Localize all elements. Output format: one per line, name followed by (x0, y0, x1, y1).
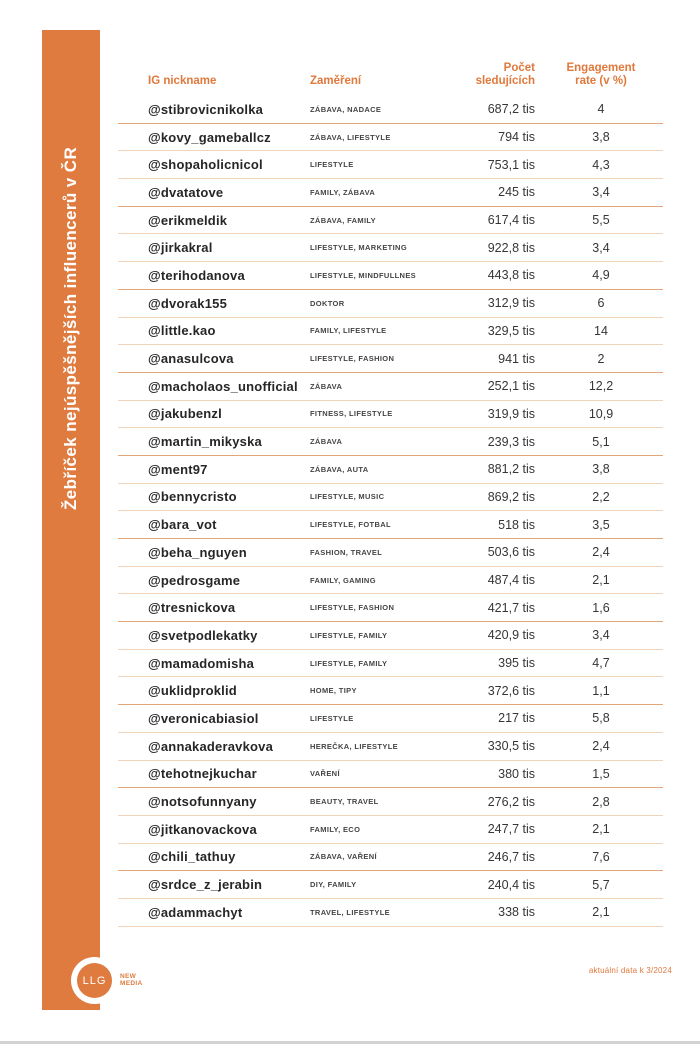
influencer-handle: @uklidproklid (148, 683, 237, 699)
influencer-engagement: 2,1 (592, 822, 610, 837)
influencer-handle: @ment97 (148, 461, 208, 477)
influencer-category: VAŘENÍ (310, 769, 340, 779)
table-row (118, 594, 663, 622)
influencer-handle: @adammachyt (148, 904, 243, 920)
influencer-handle: @anasulcova (148, 351, 234, 367)
influencer-engagement: 5,7 (592, 877, 610, 892)
influencer-followers: 330,5 tis (487, 739, 535, 754)
influencer-handle: @bara_vot (148, 517, 217, 533)
table-row (118, 788, 663, 816)
influencer-category: LIFESTYLE (310, 160, 354, 170)
data-date-note: aktuální data k 3/2024 (588, 966, 672, 975)
influencer-handle: @stibrovicnikolka (148, 101, 264, 117)
influencer-category: HOME, TIPY (310, 686, 357, 696)
influencer-handle: @notsofunnyany (148, 794, 257, 810)
influencer-engagement: 2,1 (592, 573, 610, 588)
table-body (118, 96, 663, 927)
sidebar (42, 30, 100, 1010)
table-row (118, 124, 663, 152)
influencer-category: ZÁBAVA, AUTA (310, 464, 369, 474)
influencer-followers: 753,1 tis (487, 157, 535, 172)
influencer-followers: 276,2 tis (487, 794, 535, 809)
influencer-followers: 245 tis (498, 185, 535, 200)
influencer-followers: 252,1 tis (487, 379, 535, 394)
column-header-followers: Počet sledujících (475, 61, 535, 88)
table-row (118, 650, 663, 678)
influencer-followers: 240,4 tis (487, 877, 535, 892)
table-row (118, 539, 663, 567)
influencer-engagement: 3,5 (592, 517, 610, 532)
table-row (118, 816, 663, 844)
column-header-nickname: IG nickname (148, 75, 217, 88)
influencer-category: LIFESTYLE, MARKETING (310, 243, 407, 253)
influencer-followers: 922,8 tis (487, 240, 535, 255)
influencer-followers: 487,4 tis (487, 573, 535, 588)
influencer-table (118, 52, 663, 927)
influencer-category: DIY, FAMILY (310, 880, 357, 890)
table-row (118, 456, 663, 484)
influencer-handle: @tehotnejkuchar (148, 766, 257, 782)
influencer-handle: @terihodanova (148, 267, 245, 283)
influencer-engagement: 2,4 (592, 739, 610, 754)
influencer-category: LIFESTYLE, MUSIC (310, 492, 385, 502)
influencer-handle: @kovy_gameballcz (148, 129, 271, 145)
influencer-category: FASHION, TRAVEL (310, 547, 383, 557)
influencer-followers: 217 tis (498, 711, 535, 726)
table-row (118, 622, 663, 650)
influencer-followers: 420,9 tis (487, 628, 535, 643)
table-row (118, 151, 663, 179)
influencer-category: ZÁBAVA, FAMILY (310, 215, 377, 225)
influencer-category: DOKTOR (310, 298, 345, 308)
influencer-followers: 239,3 tis (487, 434, 535, 449)
influencer-followers: 503,6 tis (487, 545, 535, 560)
table-row (118, 345, 663, 373)
influencer-engagement: 1,1 (592, 683, 610, 698)
table-row (118, 511, 663, 539)
influencer-followers: 329,5 tis (487, 323, 535, 338)
influencer-category: LIFESTYLE, MINDFULLNES (310, 270, 417, 280)
influencer-category: FAMILY, ECO (310, 824, 361, 834)
table-row (118, 401, 663, 429)
influencer-engagement: 3,4 (592, 240, 610, 255)
influencer-category: LIFESTYLE, FASHION (310, 603, 395, 613)
influencer-engagement: 2,2 (592, 489, 610, 504)
table-row (118, 318, 663, 346)
influencer-handle: @bennycristo (148, 489, 237, 505)
column-header-engagement: Engagement rate (v %) (566, 61, 636, 88)
influencer-handle: @jitkanovackova (148, 821, 257, 837)
llg-logo: LLG (77, 963, 112, 998)
influencer-handle: @jirkakral (148, 240, 213, 256)
influencer-engagement: 5,5 (592, 213, 610, 228)
influencer-engagement: 2,4 (592, 545, 610, 560)
influencer-engagement: 4,3 (592, 157, 610, 172)
table-row (118, 290, 663, 318)
influencer-engagement: 3,4 (592, 185, 610, 200)
influencer-handle: @tresnickova (148, 600, 236, 616)
influencer-category: LIFESTYLE, FAMILY (310, 658, 388, 668)
influencer-category: FAMILY, ZÁBAVA (310, 187, 376, 197)
influencer-handle: @chili_tathuy (148, 849, 236, 865)
influencer-followers: 312,9 tis (487, 296, 535, 311)
influencer-followers: 372,6 tis (487, 683, 535, 698)
influencer-handle: @jakubenzl (148, 406, 222, 422)
influencer-engagement: 14 (594, 323, 608, 338)
influencer-followers: 869,2 tis (487, 489, 535, 504)
table-row (118, 567, 663, 595)
table-row (118, 761, 663, 789)
table-row (118, 96, 663, 124)
influencer-category: BEAUTY, TRAVEL (310, 797, 379, 807)
influencer-handle: @little.kao (148, 323, 216, 339)
influencer-handle: @erikmeldik (148, 212, 228, 228)
influencer-handle: @mamadomisha (148, 655, 255, 671)
influencer-engagement: 4,7 (592, 656, 610, 671)
influencer-handle: @svetpodlekatky (148, 627, 258, 643)
influencer-followers: 794 tis (498, 130, 535, 145)
influencer-engagement: 10,9 (588, 406, 614, 421)
influencer-handle: @martin_mikyska (148, 434, 262, 450)
influencer-category: FAMILY, LIFESTYLE (310, 326, 387, 336)
table-row (118, 677, 663, 705)
influencer-handle: @annakaderavkova (148, 738, 273, 754)
influencer-engagement: 2 (597, 351, 605, 366)
influencer-category: LIFESTYLE (310, 713, 354, 723)
table-row (118, 705, 663, 733)
table-row (118, 207, 663, 235)
influencer-followers: 881,2 tis (487, 462, 535, 477)
table-row (118, 262, 663, 290)
table-row (118, 899, 663, 927)
influencer-handle: @veronicabiasiol (148, 710, 259, 726)
influencer-engagement: 2,8 (592, 794, 610, 809)
influencer-followers: 395 tis (498, 656, 535, 671)
influencer-category: HEREČKA, LIFESTYLE (310, 741, 398, 751)
influencer-followers: 380 tis (498, 766, 535, 781)
influencer-category: FAMILY, GAMING (310, 575, 376, 585)
influencer-category: ZÁBAVA, NADACE (310, 104, 382, 114)
influencer-handle: @pedrosgame (148, 572, 241, 588)
influencer-handle: @dvorak155 (148, 295, 227, 311)
influencer-engagement: 6 (597, 296, 605, 311)
table-row (118, 871, 663, 899)
table-row (118, 484, 663, 512)
influencer-followers: 941 tis (498, 351, 535, 366)
influencer-followers: 338 tis (498, 905, 535, 920)
influencer-category: LIFESTYLE, FASHION (310, 354, 395, 364)
influencer-category: LIFESTYLE, FOTBAL (310, 520, 391, 530)
influencer-engagement: 3,8 (592, 462, 610, 477)
influencer-engagement: 5,8 (592, 711, 610, 726)
influencer-engagement: 4,9 (592, 268, 610, 283)
influencer-engagement: 4 (597, 102, 605, 117)
influencer-category: TRAVEL, LIFESTYLE (310, 907, 390, 917)
influencer-followers: 319,9 tis (487, 406, 535, 421)
influencer-followers: 247,7 tis (487, 822, 535, 837)
influencer-engagement: 1,5 (592, 766, 610, 781)
influencer-engagement: 5,1 (592, 434, 610, 449)
influencer-engagement: 7,6 (592, 849, 610, 864)
influencer-followers: 687,2 tis (487, 102, 535, 117)
influencer-followers: 421,7 tis (487, 600, 535, 615)
table-row (118, 428, 663, 456)
influencer-category: ZÁBAVA (310, 437, 343, 447)
influencer-handle: @macholaos_unofficial (148, 378, 298, 394)
influencer-handle: @srdce_z_jerabin (148, 877, 263, 893)
influencer-handle: @dvatatove (148, 184, 224, 200)
influencer-followers: 443,8 tis (487, 268, 535, 283)
influencer-category: LIFESTYLE, FAMILY (310, 630, 388, 640)
influencer-category: ZÁBAVA, LIFESTYLE (310, 132, 391, 142)
influencer-engagement: 3,8 (592, 130, 610, 145)
influencer-engagement: 12,2 (588, 379, 614, 394)
influencer-engagement: 3,4 (592, 628, 610, 643)
influencer-handle: @beha_nguyen (148, 544, 247, 560)
influencer-category: FITNESS, LIFESTYLE (310, 409, 393, 419)
influencer-category: ZÁBAVA (310, 381, 343, 391)
influencer-followers: 518 tis (498, 517, 535, 532)
table-header-row (118, 52, 663, 96)
page-title: Žebříček nejúspěšnějších influencerů v ČR (61, 146, 80, 510)
influencer-followers: 617,4 tis (487, 213, 535, 228)
influencer-handle: @shopaholicnicol (148, 157, 263, 173)
table-row (118, 234, 663, 262)
table-row (118, 733, 663, 761)
influencer-followers: 246,7 tis (487, 849, 535, 864)
table-row (118, 373, 663, 401)
column-header-category: Zaměření (310, 75, 362, 88)
influencer-category: ZÁBAVA, VAŘENÍ (310, 852, 377, 862)
influencer-engagement: 1,6 (592, 600, 610, 615)
influencer-engagement: 2,1 (592, 905, 610, 920)
table-row (118, 179, 663, 207)
logo-subtext: NEW MEDIA (120, 973, 143, 988)
table-row (118, 844, 663, 872)
